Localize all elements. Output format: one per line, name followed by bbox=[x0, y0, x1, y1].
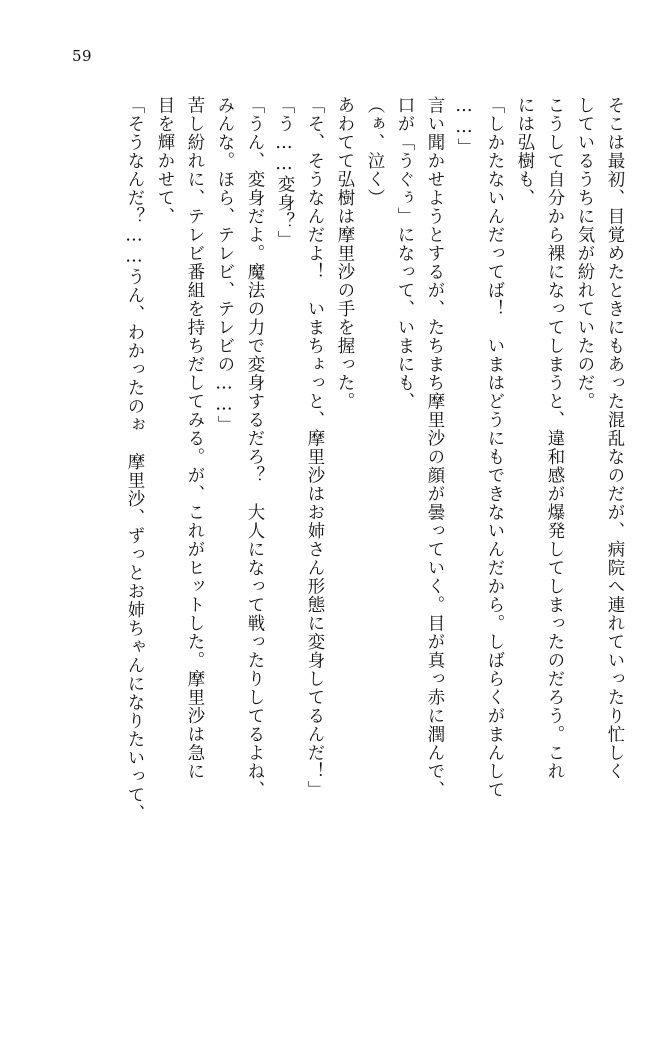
text-column: みんな。ほら、テレビ、テレビの……」 bbox=[214, 96, 234, 435]
text-column: 「しかたないんだってば！ いまはどうにもできないんだから。しばらくがまんして bbox=[484, 96, 504, 799]
text-column: そこは最初、目覚めたときにもあった混乱なのだが、病院へ連れていったり忙しく bbox=[604, 96, 624, 781]
text-column: 口が「うぐぅ」になって、いまにも、 bbox=[394, 96, 414, 411]
text-column: 「う……変身？」 bbox=[274, 96, 294, 250]
vertical-text-body bbox=[44, 96, 622, 996]
text-column: しているうちに気が紛れていたのだ。 bbox=[574, 96, 594, 411]
text-column: 「そうなんだ？……うん、わかったのぉ 摩里沙、ずっとお姉ちゃんになりたいって、 bbox=[124, 96, 144, 823]
text-column: 目を輝かせて、 bbox=[154, 96, 174, 226]
page-number: 59 bbox=[72, 47, 93, 65]
text-column: 苦し紛れに、テレビ番組を持ちだしてみる。が、これがヒットした。摩里沙は急に bbox=[184, 96, 204, 781]
text-column: 言い聞かせようとするが、たちまち摩里沙の顔が曇っていく。目が真っ赤に潤んで、 bbox=[424, 96, 444, 799]
text-column: （ぁ、泣く） bbox=[364, 96, 384, 207]
text-column: こうして自分から裸になってしまうと、違和感が爆発してしまったのだろう。これ bbox=[544, 96, 564, 781]
text-column: あわてて弘樹は摩里沙の手を握った。 bbox=[334, 96, 354, 411]
text-column: ……」 bbox=[454, 96, 474, 157]
text-column: には弘樹も、 bbox=[514, 96, 534, 207]
text-column: 「そ、そうなんだよ！ いまちょっと、摩里沙はお姉さん形態に変身してるんだ！」 bbox=[304, 96, 324, 799]
text-column: 「うん、変身だよ。魔法の力で変身するだろ？ 大人になって戦ったりしてるよね、 bbox=[244, 96, 264, 799]
